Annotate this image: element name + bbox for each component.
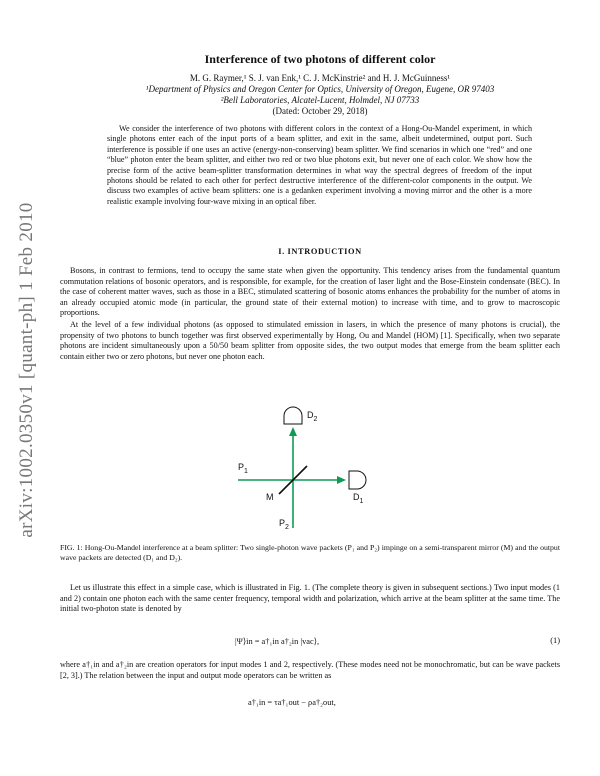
paragraph-illustration: Let us illustrate this effect in a simple case, which is illustrated in Fig. 1. (The complete theory is given in subsequent sections.) Two input modes (1 and 2) contain one photon each with the same center frequency, temporal width and polarization, which arrive at the beam splitter at the same time. The initial two-photon state is denoted by: [60, 583, 560, 614]
equation-1: |Ψ⟩in = a†₁in a†₂in |vac⟩,: [235, 637, 320, 646]
date-line: (Dated: October 29, 2018): [272, 106, 368, 116]
author-list: M. G. Raymer,¹ S. J. van Enk,¹ C. J. McKinstrie² and H. J. McGuinness¹: [189, 73, 451, 83]
section-heading: I. INTRODUCTION: [278, 247, 362, 256]
affiliation-1: ¹Department of Physics and Oregon Center for Optics, University of Oregon, Eugene, OR 97403: [145, 84, 495, 94]
label-m: M: [266, 492, 274, 502]
author-block: [60, 73, 580, 117]
paragraph-intro-1: Bosons, in contrast to fermions, tend to occupy the same state when given the opportunity. This tendency arises from the fundamental quantum commutation relations of bosonic operators, and is responsible, for example, for the creation of laser light and the Bose-Einstein condensate (BEC). In the case of coherent matter waves, such as those in a BEC, stimulated scattering of bosonic atoms enhances the probability for the number of atoms in an already occupied atomic mode (in particular, the ground state of their external motion) to increase with time, and to grow to macroscopic proportions.: [60, 266, 560, 318]
hom-figure: [228, 404, 378, 534]
abstract: We consider the interference of two photons with different colors in the context of a Hong-Ou-Mandel experiment, in which single photons enter each of the input ports of a beam splitter, and exit in the same, albeit undetermined, output port. Such interference is possible if one uses an active (energy-non-conserving) beam splitter. We find scenarios in which one “red” and one “blue” photon enter the beam splitter, and either two red or two blue photons exit, but never one of each color. We show how the precise form of the active beam-splitter transformation determines in what way the spectral degrees of freedom of the input photons should be related to each other for perfect destructive interference of the different-color components in the output. We discuss two examples of active beam splitters: one is a gedanken experiment involving a moving mirror and the other is a more realistic example involving four-wave mixing in an optical fiber.: [107, 124, 532, 206]
equation-1-number: (1): [550, 636, 560, 645]
label-d1: $D_1$: [353, 492, 364, 505]
paragraph-operators: where a†₁in and a†₂in are creation operators for input modes 1 and 2, respectively. (These modes need not be monochromatic, but can be wave packets [2, 3].) The relation between the input and output mode operators can be written as: [60, 660, 560, 680]
label-p1: $P_1$: [238, 462, 248, 475]
arrow-up-d2: [289, 427, 297, 436]
detector-d2-icon: [284, 407, 302, 424]
arxiv-id-text: arXiv:1002.0350v1 [quant-ph] 1 Feb 2010: [16, 202, 37, 538]
label-p2: $P_2$: [279, 518, 289, 531]
label-d2: $D_2$: [307, 410, 318, 423]
figure-caption: FIG. 1: Hong-Ou-Mandel interference at a beam splitter: Two single-photon wave packets (P₁ and P₂) impinge on a semi-transparent mirror (M) and the output wave packets are detected (D₁ and D₂).: [60, 543, 560, 562]
equation-2: a†₁in = τa†₁out − ρa†₂out,: [248, 698, 336, 707]
paper-title: Interference of two photons of different color: [204, 52, 436, 66]
paragraph-intro-2: At the level of a few individual photons (as opposed to stimulated emission in lasers, in which the presence of many photons is crucial), the propensity of two photons to bunch together was first observed experimentally by Hong, Ou and Mandel (HOM) [1]. Specifically, when two separate photons are incident simultaneously upon a 50/50 beam splitter from opposite sides, the two output modes that emerge from the beam splitter each contain either two or zero photons, but never one photon each.: [60, 320, 560, 361]
affiliation-2: ²Bell Laboratories, Alcatel-Lucent, Holmdel, NJ 07733: [220, 95, 420, 105]
arrow-right-d1: [337, 476, 346, 484]
detector-d1-icon: [349, 471, 366, 489]
arxiv-identifier: [12, 190, 42, 550]
